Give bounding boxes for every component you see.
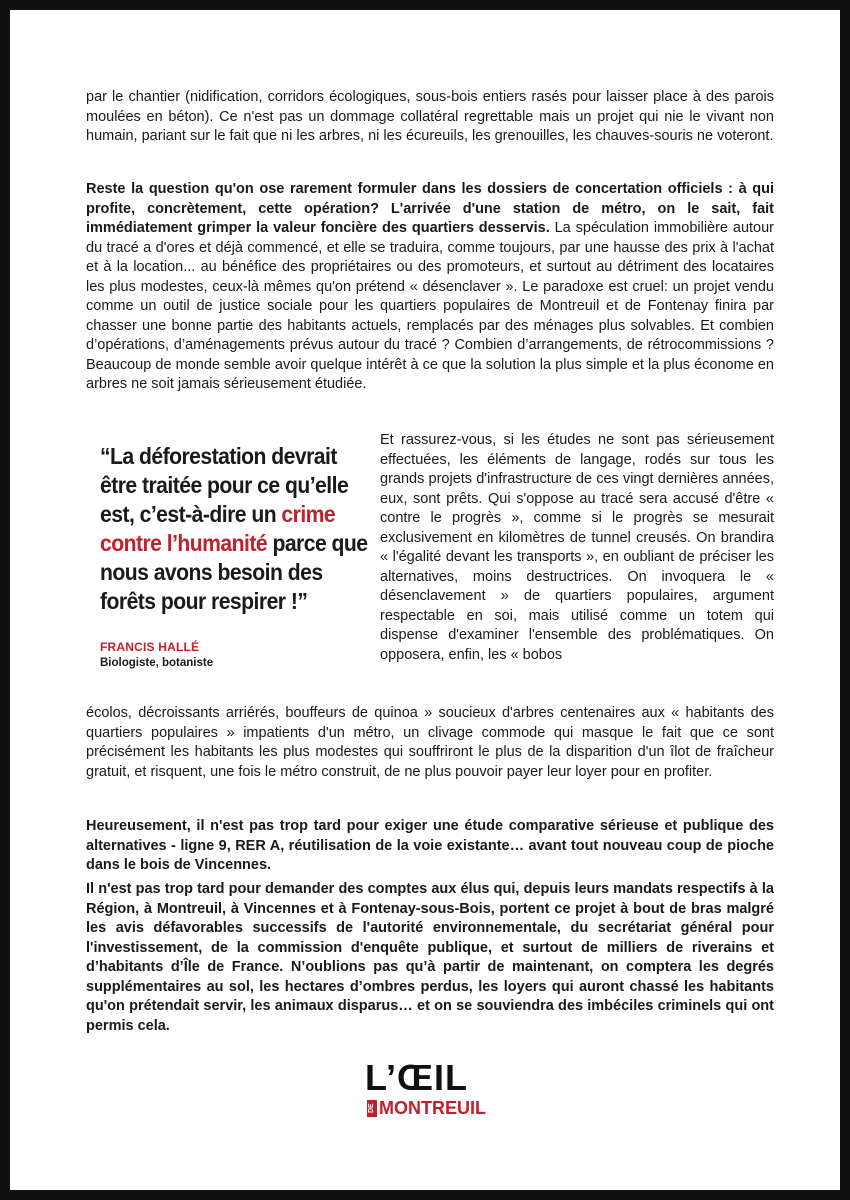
paragraph-2-lead: Reste la question qu'on ose rarement formuler dans les dossiers de concertation officiels : à qui profite, concrètement, cette opération? L'arrivée d'une station de métro, on le sait, fait immédiatement grimper la valeur foncière des quartiers desservis. xyxy=(86,181,774,236)
quote-text-end: parce que nous avons besoin des forêts pour respirer !” xyxy=(100,530,368,614)
logo-de-tag: DE xyxy=(367,1100,377,1117)
document-page xyxy=(10,10,840,1190)
pull-quote xyxy=(100,442,370,669)
quote-author-role: Biologiste, botaniste xyxy=(100,657,214,669)
logo-subtitle: MONTREUIL xyxy=(379,1098,486,1118)
quote-text xyxy=(100,442,370,616)
paragraph-4: Heureusement, il n'est pas trop tard pour exiger une étude comparative sérieuse et publique des alternatives - ligne 9, RER A, réutilisation de la voie existante… avant tout nouveau coup de pioche dans le bois de Vincennes. xyxy=(86,818,774,873)
quote-text-start: “La déforestation devrait être traitée pour ce qu’elle est, c’est-à-dire un xyxy=(100,443,349,527)
paragraph-2 xyxy=(86,180,774,395)
paragraph-2-body: La spéculation immobilière autour du tracé a d'ores et déjà commencé, et elle se traduira, comme toujours, par une hausse des prix à l'achat et à la location... au bénéfice des propriétaires ou des promoteurs, et surtout au détriment des locataires les plus modestes, ceux-là mêmes qu'on prétend « désenclaver ». Le paradoxe est cruel: un projet vendu comme un outil de justice sociale pour les quartiers populaires de Montreuil et de Fontenay finira par chasser une bonne partie des habitants actuels, remplacés par des ménages plus solvables. Et combien d’opérations, d’aménagements prévus autour du tracé ? Combien d’arrangements, de rétrocommissions ? Beaucoup de monde semble avoir quelque intérêt à ce que la solution la plus simple et la plus économe en arbres ne soit jamais sérieusement étudiée. xyxy=(86,220,774,392)
quote-highlight: crime contre l’humanité xyxy=(100,501,336,556)
quote-author: FRANCIS HALLÉ xyxy=(100,640,200,654)
paragraph-1: par le chantier (nidification, corridors écologiques, sous-bois entiers rasés pour laisser place à des parois moulées en béton). Ce n'est pas un dommage collatéral regrettable mais un projet qui nie le vivant non humain, pariant sur le fait que ni les arbres, ni les écureuils, les grenouilles, les chauves-souris ne voteront. xyxy=(86,89,774,144)
publication-logo xyxy=(365,1057,495,1120)
paragraph-3-column: Et rassurez-vous, si les études ne sont pas sérieusement effectuées, les éléments de langage, rodés sur tous les grands projets d'infrastructure de ces vingt dernières années, eux, sont prêts. Qui s'oppose au tracé sera accusé d'être « contre le progrès », comme si le progrès se mesurait exclusivement en kilomètres de tunnel creusés. On brandira « l'égalité devant les transports », en oubliant de préciser les alternatives, moins destructrices. On invoquera le « désenclavement » de quartiers populaires, argument respectable en soi, mais utilisé comme un totem qui dispense d'examiner l'ensemble des problématiques. On opposera, enfin, les « bobos xyxy=(380,432,774,663)
logo-wordmark: L’ŒIL xyxy=(365,1057,468,1098)
paragraph-3-continued: écolos, décroissants arriérés, bouffeurs de quinoa » soucieux d'arbres centenaires aux « habitants des quartiers populaires » impatients d'un métro, un clivage commode qui masque le fait que ce sont précisément les habitants les plus modestes qui souffriront le plus de la disparition d'un îlot de fraîcheur gratuit, et risquent, une fois le métro construit, de ne plus pouvoir payer leur loyer pour en profiter. xyxy=(86,705,774,780)
paragraph-5: Il n'est pas trop tard pour demander des comptes aux élus qui, depuis leurs mandats respectifs à la Région, à Montreuil, à Vincennes et à Fontenay-sous-Bois, portent ce projet à bout de bras malgré les avis défavorables successifs de l'autorité environnementale, du secrétariat général pour l'investissement, de la commission d'enquête publique, et surtout de milliers de riverains et d’habitants d’Île de France. N’oublions pas qu’à partir de maintenant, on comptera les degrés supplémentaires au sol, les hectares d’ombres perdus, les loyers qui auront chassé les habitants qu'on prétendait servir, les animaux disparus… et on se souviendra des imbéciles criminels qui ont permis cela. xyxy=(86,881,774,1034)
